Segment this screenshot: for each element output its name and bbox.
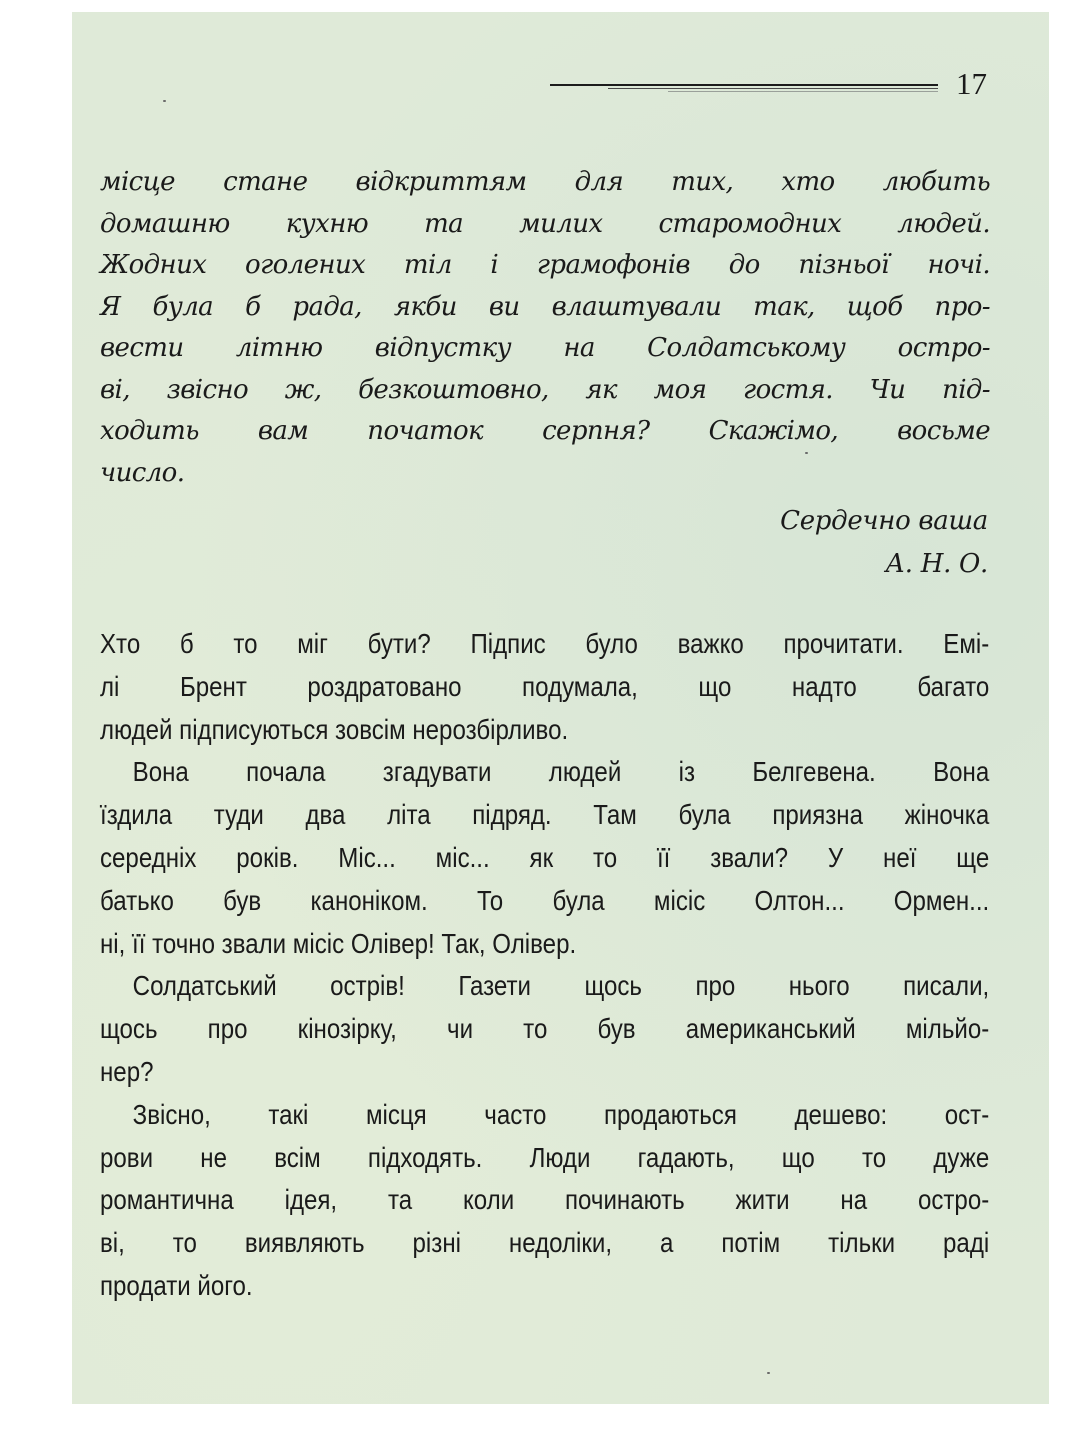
letter-line: ходить вам початок серпня? Скажімо, восьме <box>100 416 990 446</box>
paragraph-line: щось про кінозірку, чи то був американський мільйо- <box>100 1013 990 1045</box>
letter-signature <box>100 500 988 586</box>
letter-closing: Сердечно ваша <box>780 506 988 536</box>
paragraph-line: романтична ідея, та коли починають жити на остро- <box>100 1184 990 1216</box>
prose-text-block <box>100 623 989 1308</box>
page-number: 17 <box>956 66 987 101</box>
scan-speck <box>805 452 808 454</box>
book-page <box>72 12 1049 1404</box>
paragraph <box>100 623 989 751</box>
letter-line: Я була б рада, якби ви влаштували так, щоб про- <box>100 291 990 322</box>
paragraph-line: середніх років. Міс... міс... як то її звали? У неї ще <box>100 841 990 873</box>
paragraph-line: батько був каноніком. То була місіс Олтон... Ормен... <box>100 884 990 916</box>
paragraph-line: їздила туди два літа підряд. Там була приязна жіночка <box>100 799 990 831</box>
letter-line: вести літню відпустку на Солдатському остро- <box>100 333 990 363</box>
header-rule-line <box>668 91 938 92</box>
header-rule-line <box>608 88 938 89</box>
paragraph <box>100 1094 989 1308</box>
paragraph <box>100 751 989 965</box>
scan-speck <box>767 1372 770 1374</box>
paragraph-line: Солдатський острів! Газети щось про нього писали, <box>132 970 990 1002</box>
running-header <box>550 58 1000 101</box>
scan-speck <box>163 100 166 102</box>
letter-line: Жодних оголених тіл і грамофонів до пізньої ночі. <box>100 250 990 280</box>
letter-line: місце стане відкриттям для тих, хто любить <box>100 167 990 197</box>
paragraph-line: лі Брент роздратовано подумала, що надто багато <box>100 670 990 702</box>
paragraph-line: ні, її точно звали місіс Олівер! Так, Олівер. <box>100 927 577 959</box>
paragraph-line: рови не всім підходять. Люди гадають, що то дуже <box>100 1141 990 1173</box>
letter-line: число. <box>100 457 185 488</box>
header-rule-ornament <box>550 84 938 94</box>
paragraph-line: нер? <box>100 1055 154 1087</box>
letter-text-block <box>100 162 990 494</box>
letter-initials: А. Н. О. <box>885 549 988 579</box>
letter-line: ві, звісно ж, безкоштовно, як моя гостя. Чи під- <box>100 374 990 405</box>
paragraph-line: продати його. <box>100 1269 253 1301</box>
paragraph-line: Хто б то міг бути? Підпис було важко прочитати. Емі- <box>100 628 990 659</box>
paragraph-line: людей підписуються зовсім нерозбірливо. <box>100 713 569 745</box>
paragraph-line: ві, то виявляють різні недоліки, а потім тільки раді <box>100 1227 990 1259</box>
paragraph-line: Вона почала згадувати людей із Белгевена. Вона <box>132 756 990 788</box>
paragraph-line: Звісно, такі місця часто продаються дешево: ост- <box>132 1098 990 1130</box>
letter-line: домашню кухню та милих старомодних людей. <box>100 208 990 239</box>
paragraph <box>100 965 989 1093</box>
header-rule-line <box>550 84 938 86</box>
